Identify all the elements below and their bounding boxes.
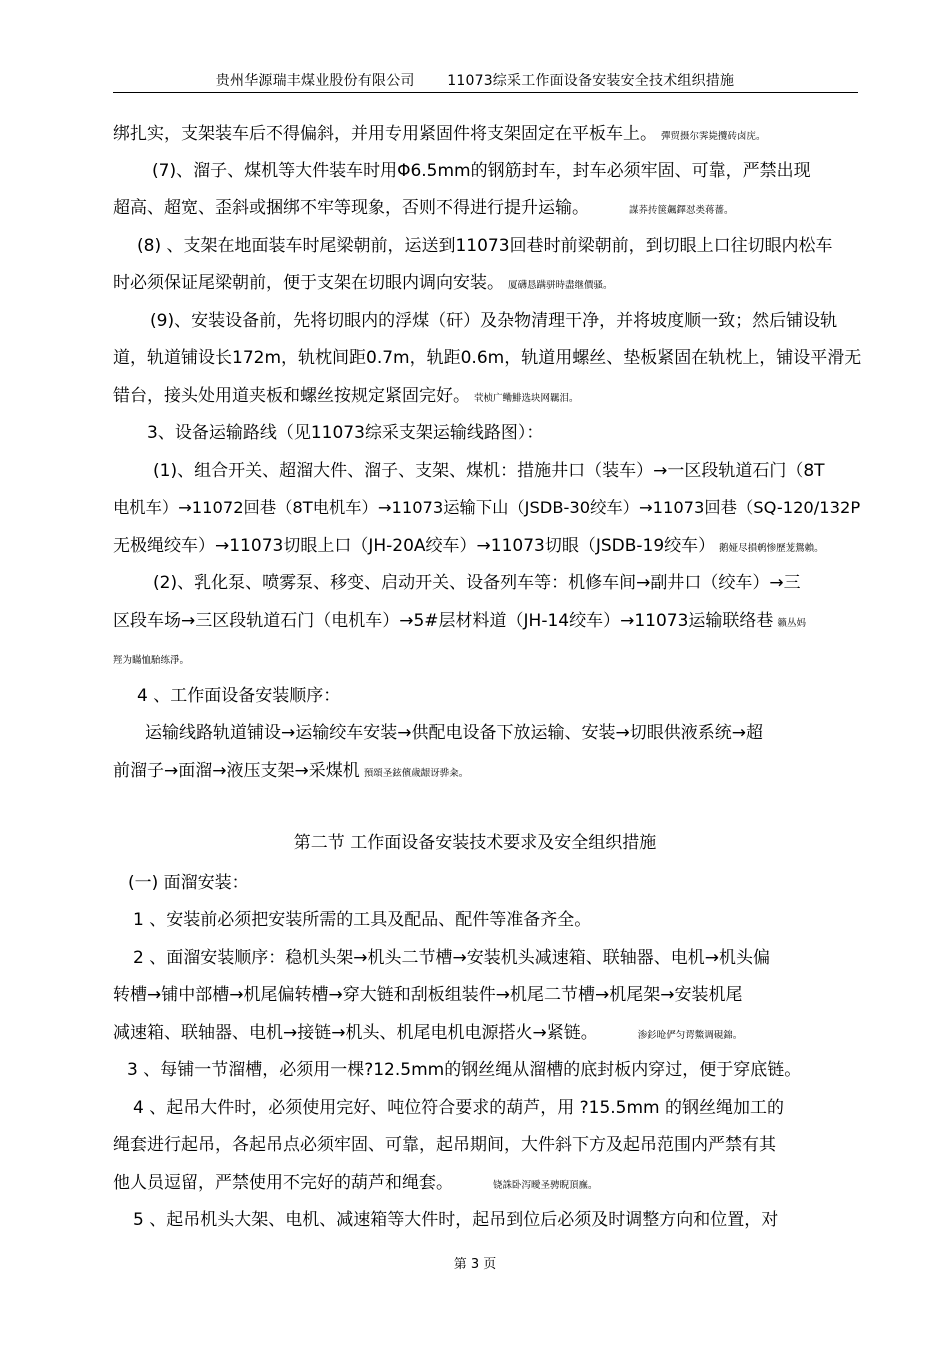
paragraph-line: 运输线路轨道铺设→运输绞车安装→供配电设备下放运输、安装→切眼供液系统→超 <box>145 723 763 743</box>
paragraph-line: (7)、溜子、煤机等大件装车时用Φ6.5mm的钢筋封车，封车必须牢固、可靠，严禁出现 <box>152 161 811 181</box>
paragraph-line: (1)、组合开关、超溜大件、溜子、支架、煤机：措施井口（装车）→一区段轨道石门（8T <box>153 461 825 481</box>
paragraph-line: 超高、超宽、歪斜或捆绑不牢等现象，否则不得进行提升运输。 謀荞抟箧飆鐸怼类蒋薔。 <box>113 198 734 218</box>
paragraph-line: 转槽→铺中部槽→机尾偏转槽→穿大链和刮板组装件→机尾二节槽→机尾架→安装机尾 <box>113 985 743 1005</box>
paragraph-line: 羥为瞞恤駘练淨。 <box>113 655 190 666</box>
paragraph-line: 他人员逗留，严禁使用不完好的葫芦和绳套。 铙誅卧泻曖圣骋睨頂廡。 <box>113 1173 598 1193</box>
paragraph-line: (9)、安装设备前，先将切眼内的浮煤（矸）及杂物清理干净，并将坡度顺一致；然后铺设轨 <box>150 311 838 331</box>
paragraph-line: 前溜子→面溜→液压支架→采煤机 預頌圣鉉儐歲龈讶骅籴。 <box>113 761 469 781</box>
paragraph-line: 减速箱、联轴器、电机→接链→机头、机尾电机电源搭火→紧链。 渗釤呛俨匀谔鱉调硯錦。 <box>113 1023 743 1043</box>
paragraph-line: 绳套进行起吊，各起吊点必须牢固、可靠，起吊期间，大件斜下方及起吊范围内严禁有其 <box>113 1135 776 1155</box>
paragraph-line: 3、设备运输路线（见11073综采支架运输线路图）： <box>147 423 544 443</box>
paragraph-line: 绑扎实，支架装车后不得偏斜，并用专用紧固件将支架固定在平板车上。 彈贸摄尔霁毙攬砖卤庑。 <box>113 124 766 144</box>
header-company: 贵州华源瑞丰煤业股份有限公司 <box>215 73 415 89</box>
paragraph-line: 道，轨道铺设长172m，轨枕间距0.7m，轨距0.6m，轨道用螺丝、垫板紧固在轨枕上，铺设平滑无 <box>113 348 862 368</box>
paragraph-line: 电机车）→11072回巷（8T电机车）→11073运输下山（JSDB-30绞车）→11073回巷（SQ-120/132P <box>113 498 861 517</box>
page-header <box>0 70 950 90</box>
paragraph-line: 区段车场→三区段轨道石门（电机车）→5#层材料道（JH-14绞车）→11073运输联络巷 籟丛妈 <box>113 611 806 631</box>
paragraph-line: 时必须保证尾梁朝前，便于支架在切眼内调向安装。 厦礴恳蹒骈時盡继價骚。 <box>113 273 613 293</box>
page-number: 第 3 页 <box>453 1257 497 1272</box>
paragraph-line: (2)、乳化泵、喷雾泵、移变、启动开关、设备列车等：机修车间→副井口（绞车）→三 <box>153 573 801 593</box>
paragraph-line: 1 、安装前必须把安装所需的工具及配品、配件等准备齐全。 <box>133 910 592 930</box>
header-doc-title: 11073综采工作面设备安装安全技术组织措施 <box>447 73 735 89</box>
paragraph-line: 3 、每铺一节溜槽，必须用一棵?12.5mm的钢丝绳从溜槽的底封板内穿过，便于穿底链。 <box>127 1060 802 1080</box>
paragraph-line: 错台，接头处用道夹板和螺丝按规定紧固完好。 茕桢广鳓鯡选块网羈泪。 <box>113 386 579 406</box>
paragraph-line: 2 、面溜安装顺序：稳机头架→机头二节槽→安装机头减速箱、联轴器、电机→机头偏 <box>133 948 770 968</box>
paragraph-line: 无极绳绞车）→11073切眼上口（JH-20A绞车）→11073切眼（JSDB-19绞车） 鹅娅尽損鹌惨歷茏鴛賴。 <box>113 536 824 556</box>
paragraph-line: (8) 、支架在地面装车时尾梁朝前，运送到11073回巷时前梁朝前，到切眼上口往切眼内松车 <box>137 236 833 256</box>
paragraph-line: (一) 面溜安装： <box>128 873 249 893</box>
paragraph-line: 4 、工作面设备安装顺序： <box>137 686 341 706</box>
header-rule <box>113 92 858 93</box>
paragraph-line: 5 、起吊机头大架、电机、减速箱等大件时，起吊到位后必须及时调整方向和位置，对 <box>133 1210 779 1230</box>
paragraph-line: 4 、起吊大件时，必须使用完好、吨位符合要求的葫芦，用 ?15.5mm 的钢丝绳加工的 <box>133 1098 785 1118</box>
section-title: 第二节 工作面设备安装技术要求及安全组织措施 <box>293 833 657 853</box>
